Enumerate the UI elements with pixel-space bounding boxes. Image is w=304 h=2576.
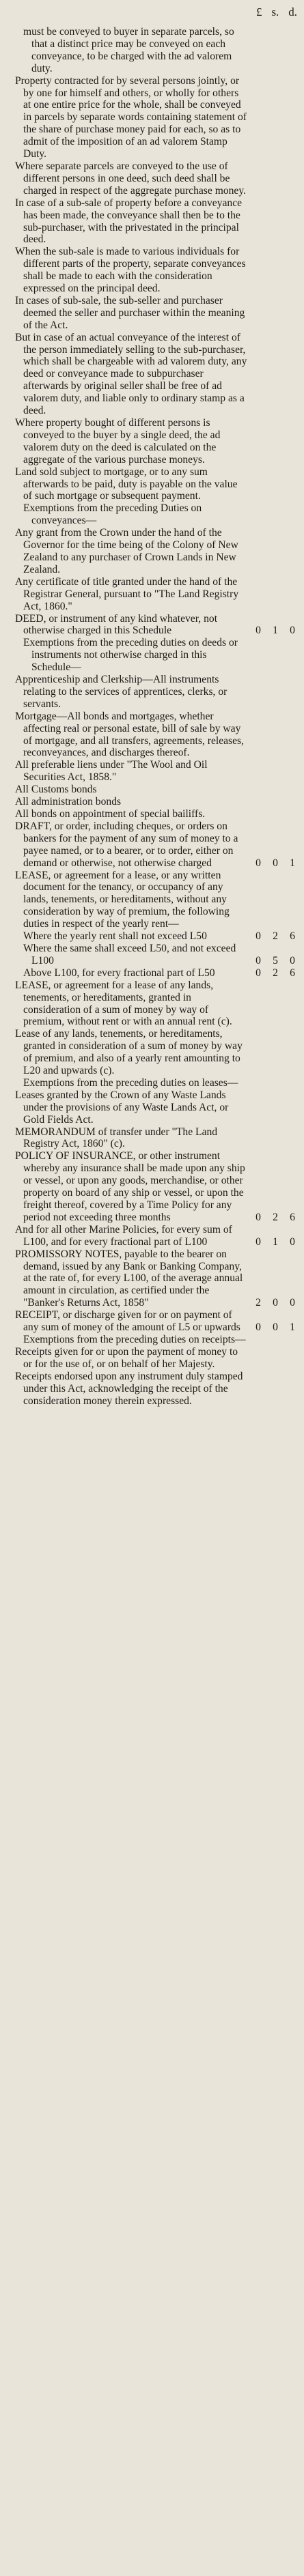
entry-duty-amount — [251, 857, 299, 870]
entry-text: Any grant from the Crown under the hand of the Governor for the time being of the Colony of New Zealand to any purchaser of Crown Lands in New Zealand. — [15, 527, 238, 575]
schedule-entry — [15, 759, 301, 784]
amount-pounds: 0 — [255, 857, 261, 869]
schedule-entry — [15, 1126, 301, 1151]
schedule-entry — [15, 295, 301, 332]
entry-text: Exemptions from the preceding duties on leases— — [23, 1076, 238, 1089]
schedule-entry — [15, 711, 301, 760]
amount-pounds: 0 — [255, 967, 261, 979]
schedule-entry — [15, 1371, 301, 1407]
amount-pence: 0 — [290, 954, 295, 967]
amount-pounds: 0 — [255, 1321, 261, 1334]
entry-text: Exemptions from the preceding duties on deeds or instruments not otherwise charged in this Schedule— — [23, 637, 238, 674]
entry-text: PROMISSORY NOTES, payable to the bearer on demand, issued by any Bank or Banking Company, at the rate of, for every L100, of the average annual amount in circulation, as certified under the "Banker's Returns Act, 1858" — [15, 1248, 243, 1309]
amount-pence: 6 — [290, 930, 295, 943]
entry-duty-amount — [251, 1236, 299, 1248]
entry-text: Above L100, for every fractional part of L50 — [23, 967, 215, 979]
schedule-entry — [15, 417, 301, 466]
entry-text: Land sold subject to mortgage, or to any sum afterwards to be paid, duty is payable on the value of such mortgage or subsequent payment. — [15, 466, 238, 502]
amount-shillings: 0 — [273, 857, 278, 869]
entry-text: Where property bought of different persons is conveyed to the buyer by a single deed, the ad valorem duty on the deed is calculated on the aggregate of the various purchase moneys. — [15, 417, 221, 466]
amount-pence: 6 — [290, 1211, 295, 1223]
schedule-entry — [15, 613, 301, 638]
schedule-entry — [15, 808, 301, 820]
amount-pounds: 0 — [255, 1235, 261, 1248]
schedule-entry — [15, 784, 301, 796]
schedule-entry — [15, 1248, 301, 1310]
amount-pence: 1 — [290, 1321, 295, 1334]
amount-pounds: 2 — [255, 1297, 261, 1309]
entry-text: Lease of any lands, tenements, or hereditaments, granted in consideration of a sum of money by way of premium, and also of a yearly rent amounting to L20 and upwards (c). — [15, 1028, 243, 1077]
schedule-entry — [15, 1346, 301, 1371]
amount-shillings: 2 — [273, 930, 278, 943]
schedule-entry — [15, 870, 301, 931]
entry-duty-amount — [251, 1321, 299, 1334]
amount-shillings: 1 — [273, 1235, 278, 1248]
amount-pounds: 0 — [255, 954, 261, 967]
entry-duty-amount — [251, 955, 299, 967]
amount-pence: 0 — [290, 625, 295, 637]
entry-text: Where separate parcels are conveyed to the use of different persons in one deed, such deed shall be charged in respect of the aggregate purchase money. — [15, 160, 247, 197]
column-header — [15, 4, 301, 26]
amount-shillings: 0 — [273, 1321, 278, 1334]
schedule-entry — [15, 1334, 301, 1346]
entry-text: RECEIPT, or discharge given for or on payment of any sum of money of the amount of L5 or upwards — [15, 1309, 240, 1334]
entry-text: POLICY OF INSURANCE, or other instrument whereby any insurance shall be made upon any ship or vessel, or upon any goods, merchandise, or other property on board of any ship or vessel, or upon the freight thereof, covered by a Time Policy for any period not exceeding three months — [15, 1150, 245, 1223]
entry-text: In case of a sub-sale of property before a conveyance has been made, the conveyance shall then be to the sub-purchaser, with the privestated in the principal deed. — [15, 197, 243, 246]
schedule-entry — [15, 967, 301, 979]
amount-pence: 1 — [290, 857, 295, 869]
entry-text: When the sub-sale is made to various individuals for different parts of the property, separate conveyances shall be made to each with the consideration expressed on the principal deed. — [15, 246, 246, 295]
entry-text: Where the same shall exceed L50, and not exceed L100 — [23, 942, 236, 967]
entry-text: Exemptions from the preceding duties on receipts— — [23, 1333, 246, 1345]
pounds-heading: £ — [256, 5, 262, 18]
entry-text: All Customs bonds — [15, 784, 97, 796]
entry-duty-amount — [251, 625, 299, 637]
entry-text: Any certificate of title granted under the hand of the Registrar General, pursuant to "The Land Registry Act, 1860." — [15, 575, 239, 612]
entry-text: Receipts endorsed upon any instrument duly stamped under this Act, acknowledging the receipt of the consideration money therein expressed. — [15, 1370, 243, 1407]
entry-duty-amount — [251, 1212, 299, 1224]
schedule-entry — [15, 674, 301, 711]
amount-shillings: 0 — [273, 1297, 278, 1309]
amount-pence: 0 — [290, 1297, 295, 1309]
amount-pounds: 0 — [255, 930, 261, 943]
entry-text: must be conveyed to buyer in separate parcels, so that a distinct price may be conveyed on each conveyance, to be charged with the ad valorem duty. — [23, 26, 234, 74]
schedule-entry — [15, 466, 301, 503]
amount-shillings: 2 — [273, 967, 278, 979]
schedule-entry — [15, 160, 301, 197]
entry-text: DRAFT, or order, including cheques, or orders on bankers for the payment of any sum of money to a payee named, or to a bearer, or to order, either on demand or otherwise, not otherwise charged — [15, 820, 238, 869]
schedule-entry — [15, 246, 301, 295]
schedule-entry — [15, 943, 301, 967]
amount-shillings: 1 — [273, 625, 278, 637]
amount-pounds: 0 — [255, 625, 261, 637]
schedule-entry — [15, 527, 301, 576]
schedule-entry — [15, 576, 301, 613]
entry-text: And for all other Marine Policies, for every sum of L100, and for every fractional part of L100 — [15, 1223, 232, 1248]
currency-columns — [256, 5, 297, 19]
entry-text: Property contracted for by several persons jointly, or by one for himself and others, or wholly for others at one entire price for the whole, shall be conveyed in parcels by separate words containing statement of the share of purchase money paid for each, so as to admit of the imposition of an ad valorem Stamp Duty. — [15, 74, 247, 160]
entry-text: DEED, or instrument of any kind whatever, not otherwise charged in this Schedule — [15, 612, 218, 637]
entry-text: All administration bonds — [15, 796, 122, 808]
schedule-entry — [15, 637, 301, 674]
entry-text: Apprenticeship and Clerkship—All instruments relating to the services of apprentices, clerks, or servants. — [15, 674, 227, 710]
entry-text: All bonds on appointment of special bailiffs. — [15, 808, 206, 820]
entry-text: But in case of an actual conveyance of the interest of the person immediately selling to the sub-purchaser, which shall be chargeable with ad valorem duty, any deed or conveyance made to subpurchaser afterwards by original seller shall be free of ad valorem duty, and liable only to ordinary stamp as a deed. — [15, 331, 247, 417]
shillings-heading: s. — [271, 5, 279, 18]
amount-pence: 0 — [290, 1235, 295, 1248]
pence-heading: d. — [288, 5, 297, 18]
schedule-entry — [15, 979, 301, 1029]
amount-pence: 6 — [290, 967, 295, 979]
entry-text: Where the yearly rent shall not exceed L50 — [23, 930, 207, 943]
schedule-entries — [15, 26, 301, 1407]
schedule-entry — [15, 1224, 301, 1248]
schedule-entry — [15, 1077, 301, 1089]
schedule-entry — [15, 930, 301, 943]
schedule-entry — [15, 75, 301, 160]
entry-text: Leases granted by the Crown of any Waste Lands under the provisions of any Waste Lands Act, or Gold Fields Act. — [15, 1089, 229, 1126]
schedule-entry — [15, 1028, 301, 1077]
amount-shillings: 2 — [273, 1211, 278, 1223]
entry-text: Receipts given for or upon the payment of money to or for the use of, or on behalf of her Majesty. — [15, 1345, 238, 1370]
entry-text: In cases of sub-sale, the sub-seller and purchaser deemed the seller and purchaser within the meaning of the Act. — [15, 294, 245, 331]
amount-pounds: 0 — [255, 1211, 261, 1223]
schedule-entry — [15, 502, 301, 527]
entry-text: Exemptions from the preceding Duties on conveyances— — [23, 502, 202, 527]
schedule-entry — [15, 332, 301, 417]
schedule-entry — [15, 1150, 301, 1223]
schedule-entry — [15, 197, 301, 246]
schedule-entry — [15, 820, 301, 870]
amount-shillings: 5 — [273, 954, 278, 967]
schedule-entry — [15, 1089, 301, 1126]
schedule-entry — [15, 796, 301, 808]
schedule-entry — [15, 26, 301, 75]
schedule-entry — [15, 1309, 301, 1334]
entry-text: LEASE, or agreement for a lease, or any written document for the tenancy, or occupancy of any lands, tenements, or hereditaments, without any consideration by way of premium, the following duties in respect of the yearly rent— — [15, 869, 230, 930]
entry-duty-amount — [251, 930, 299, 943]
entry-text: MEMORANDUM of transfer under "The Land Registry Act, 1860" (c). — [15, 1126, 218, 1150]
entry-text: All preferable liens under "The Wool and Oil Securities Act, 1858." — [15, 759, 208, 784]
entry-text: LEASE, or agreement for a lease of any lands, tenements, or hereditaments, granted in consideration of a sum of money by way of premium, without rent or with an annual rent (c). — [15, 979, 232, 1028]
entry-text: Mortgage—All bonds and mortgages, whether affecting real or personal estate, bill of sale by way of mortgage, and all transfers, agreements, releases, reconveyances, and discharges thereof. — [15, 710, 244, 759]
entry-duty-amount — [251, 967, 299, 979]
entry-duty-amount — [251, 1297, 299, 1309]
